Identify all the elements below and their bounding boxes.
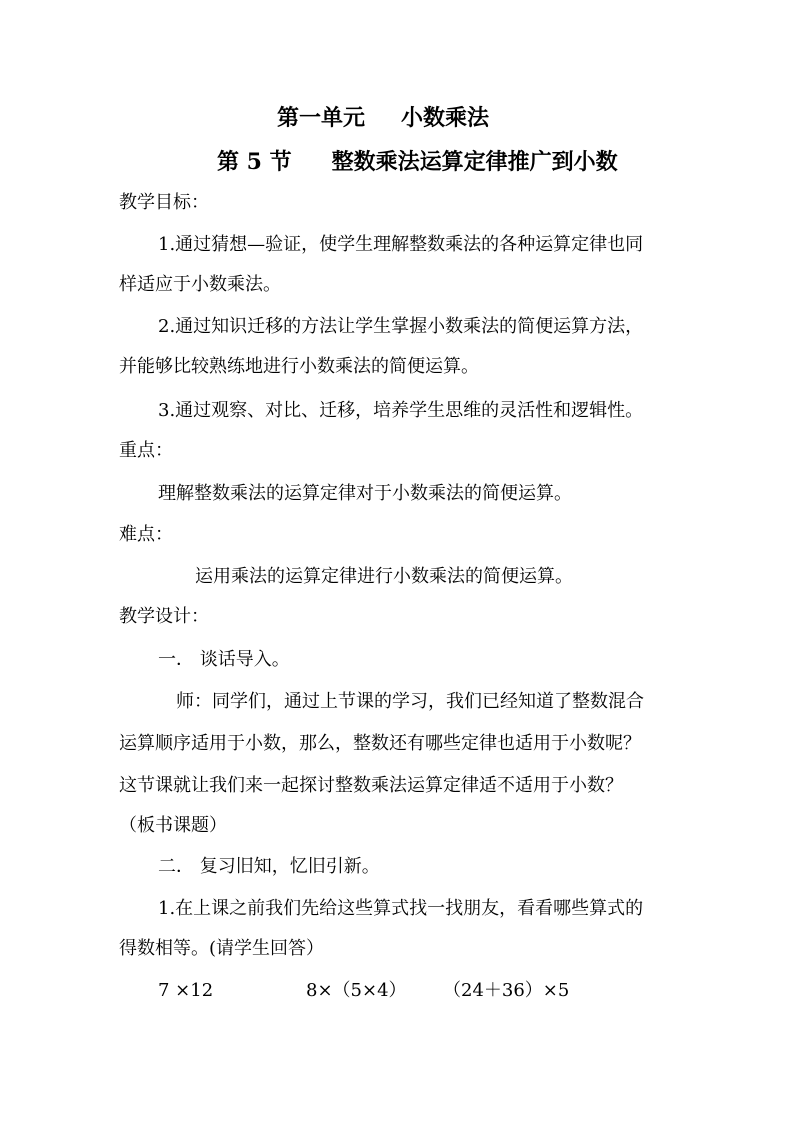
expression-2: 8×（5×4） bbox=[306, 980, 407, 1001]
subject-label: 小数乘法 bbox=[401, 105, 490, 131]
review-line-1: 1.在上课之前我们先给这些算式找一找朋友，看看哪些算式的 bbox=[158, 898, 644, 919]
unit-title bbox=[277, 104, 489, 132]
topic-label: 整数乘法运算定律推广到小数 bbox=[331, 149, 618, 175]
expression-1: 7 ×12 bbox=[158, 980, 214, 1001]
key-point-heading: 重点： bbox=[119, 440, 173, 461]
section-label: 第 5 节 bbox=[217, 149, 292, 175]
objective-2-line-2: 并能够比较熟练地进行小数乘法的简便运算。 bbox=[119, 356, 479, 377]
teacher-line-2: 运算顺序适用于小数，那么，整数还有哪些定律也适用于小数呢？ bbox=[119, 733, 641, 754]
review-line-2: 得数相等。(请学生回答） bbox=[119, 938, 325, 959]
step-1-heading: 一． 谈话导入。 bbox=[158, 649, 290, 670]
section-title bbox=[217, 148, 618, 176]
unit-label: 第一单元 bbox=[277, 105, 366, 131]
teacher-line-1: 师：同学们，通过上节课的学习，我们已经知道了整数混合 bbox=[176, 691, 644, 712]
difficulty-heading: 难点： bbox=[119, 524, 173, 545]
objective-2-line-1: 2.通过知识迁移的方法让学生掌握小数乘法的简便运算方法， bbox=[158, 316, 644, 337]
expression-3: （24＋36）×5 bbox=[443, 980, 570, 1001]
teacher-line-3: 这节课就让我们来一起探讨整数乘法运算定律适不适用于小数？ bbox=[119, 775, 623, 796]
design-heading: 教学设计： bbox=[119, 606, 209, 627]
objectives-heading: 教学目标： bbox=[119, 192, 209, 213]
objective-1-line-2: 样适应于小数乘法。 bbox=[119, 274, 281, 295]
objective-1-line-1: 1.通过猜想—验证，使学生理解整数乘法的各种运算定律也同 bbox=[158, 234, 644, 255]
objective-3: 3.通过观察、对比、迁移，培养学生思维的灵活性和逻辑性。 bbox=[158, 400, 644, 421]
difficulty-text: 运用乘法的运算定律进行小数乘法的简便运算。 bbox=[195, 566, 573, 587]
step-2-heading: 二． 复习旧知，忆旧引新。 bbox=[158, 856, 380, 877]
teacher-line-4: （板书课题） bbox=[119, 815, 227, 836]
key-point-text: 理解整数乘法的运算定律对于小数乘法的简便运算。 bbox=[158, 483, 572, 504]
